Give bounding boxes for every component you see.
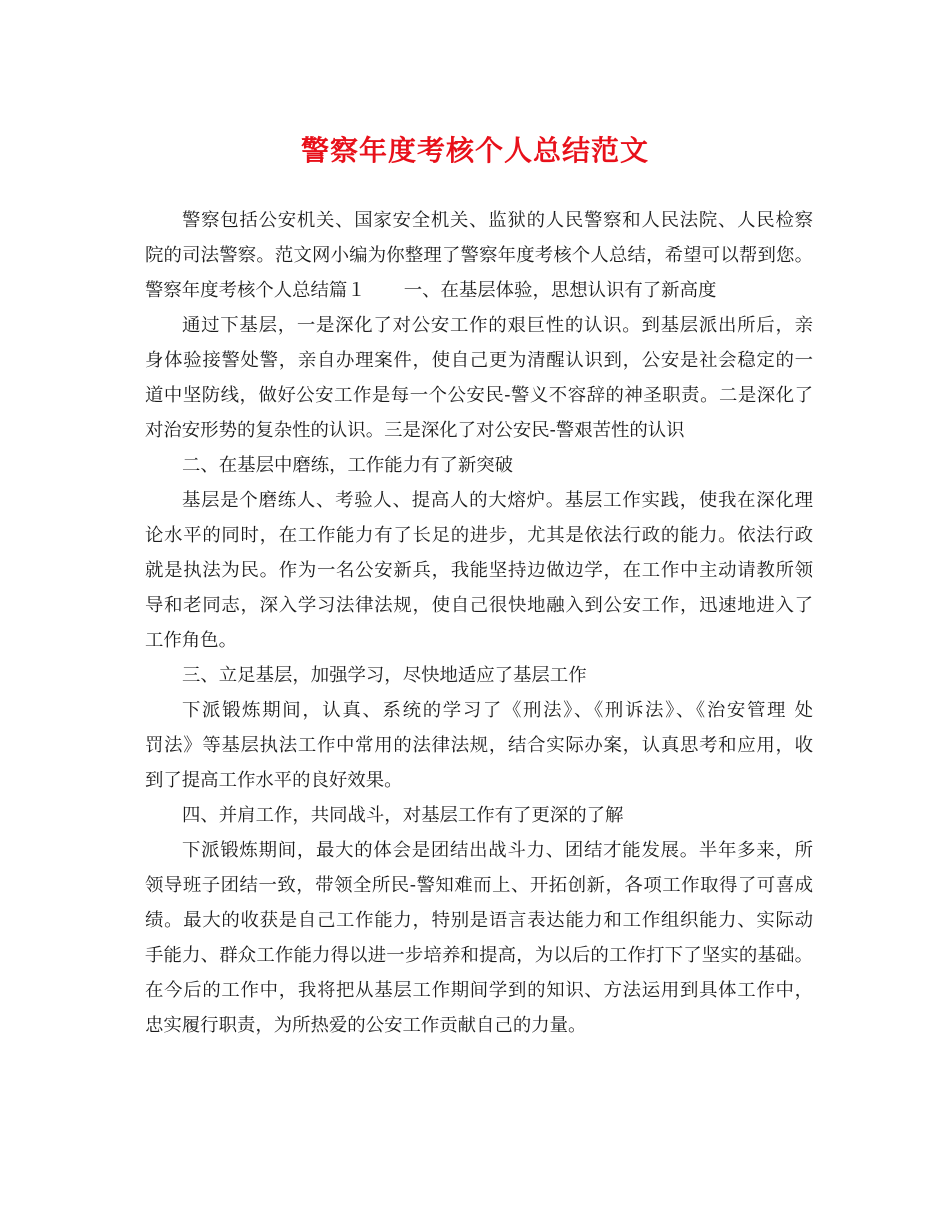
section-4-line-6: 忠实履行职责，为所热爱的公安工作贡献自己的力量。 <box>145 1015 587 1036</box>
intro-line-1: 警察包括公安机关、国家安全机关、监狱的人民警察和人民法院、人民检察 <box>182 210 813 231</box>
section-2-line-4: 导和老同志，深入学习法律法规，使自己很快地融入到公安工作，迅速地进入了 <box>145 595 813 616</box>
intro-line-2: 院的司法警察。范文网小编为你整理了警察年度考核个人总结，希望可以帮到您。 <box>145 245 813 266</box>
section-2-line-2: 论水平的同时，在工作能力有了长足的进步，尤其是依法行政的能力。依法行政 <box>145 525 813 546</box>
section-3-line-3: 到了提高工作水平的良好效果。 <box>145 770 403 791</box>
document-title: 警察年度考核个人总结范文 <box>300 134 649 167</box>
section-4-line-4: 手能力、群众工作能力得以进一步培养和提高，为以后的工作打下了坚实的基础。 <box>145 945 813 966</box>
section-4-line-1: 下派锻炼期间，最大的体会是团结出战斗力、团结才能发展。半年多来，所 <box>182 840 813 861</box>
section-2-line-1: 基层是个磨练人、考验人、提高人的大熔炉。基层工作实践，使我在深化理 <box>182 490 813 511</box>
intro-line-3 <box>145 273 813 308</box>
section-3-line-1: 下派锻炼期间，认真、系统的学习了《刑法》、《刑诉法》、《治安管理 处 <box>182 700 813 721</box>
section-4-line-2: 领导班子团结一致，带领全所民-警知难而上、开拓创新，各项工作取得了可喜成 <box>145 875 813 896</box>
section-1-line-3: 道中坚防线，做好公安工作是每一个公安民-警义不容辞的神圣职责。二是深化了 <box>145 385 813 406</box>
document-body <box>145 203 813 1043</box>
section-2-line-5: 工作角色。 <box>145 630 237 651</box>
section-1-line-1: 通过下基层，一是深化了对公安工作的艰巨性的认识。到基层派出所后，亲 <box>182 315 813 336</box>
section-4-line-3: 绩。最大的收获是自己工作能力，特别是语言表达能力和工作组织能力、实际动 <box>145 910 813 931</box>
section-3-line-2: 罚法》等基层执法工作中常用的法律法规，结合实际办案，认真思考和应用，收 <box>145 735 813 756</box>
section-2-heading: 二、在基层中磨练，工作能力有了新突破 <box>182 455 514 476</box>
section-4-heading: 四、并肩工作，共同战斗，对基层工作有了更深的了解 <box>182 805 624 826</box>
section-1-line-4: 对治安形势的复杂性的认识。三是深化了对公安民-警艰苦性的认识 <box>145 420 685 441</box>
section-2-line-3: 就是执法为民。作为一名公安新兵，我能坚持边做边学，在工作中主动请教所领 <box>145 560 813 581</box>
section-1-heading: 一、在基层体验，思想认识有了新高度 <box>403 280 717 301</box>
section-1-line-2: 身体验接警处警，亲自办理案件，使自己更为清醒认识到，公安是社会稳定的一 <box>145 350 813 371</box>
article-part-label: 警察年度考核个人总结篇１ <box>145 280 366 301</box>
section-3-heading: 三、立足基层，加强学习，尽快地适应了基层工作 <box>182 665 587 686</box>
section-4-line-5: 在今后的工作中，我将把从基层工作期间学到的知识、方法运用到具体工作中， <box>145 980 813 1001</box>
